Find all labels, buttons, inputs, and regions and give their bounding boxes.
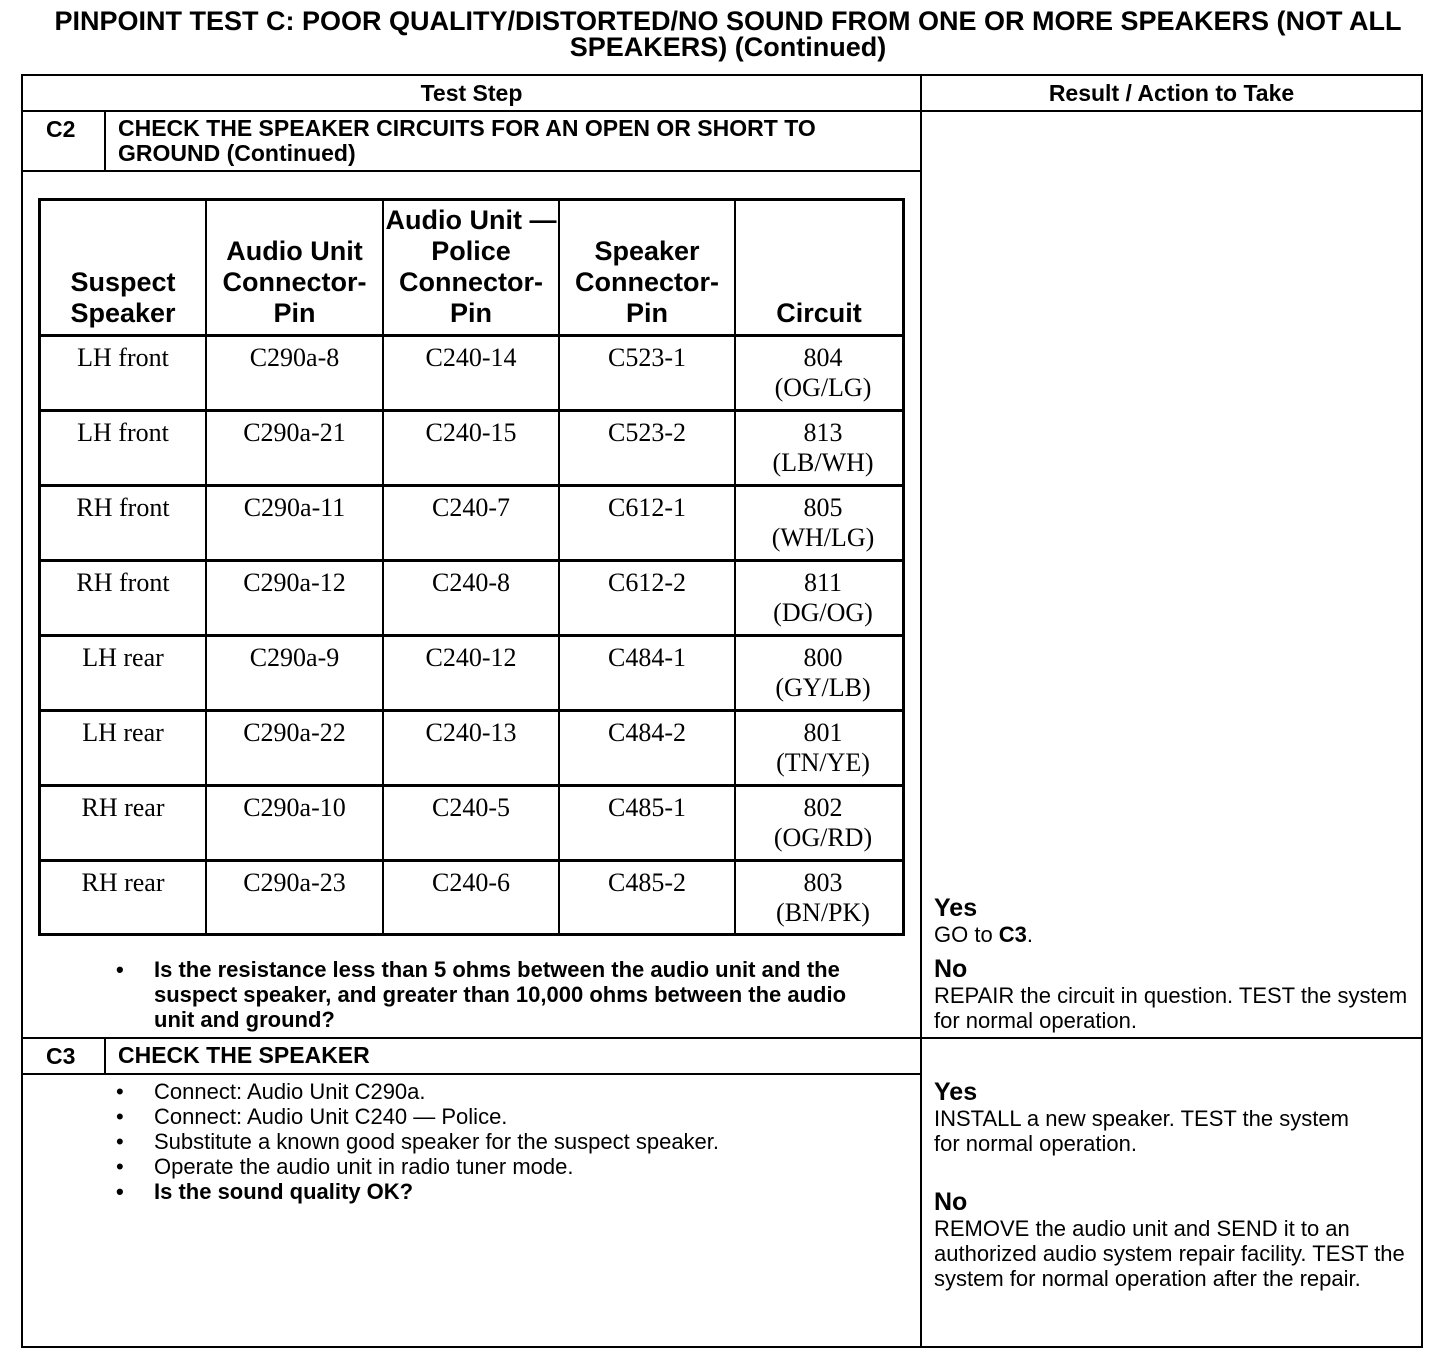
column-header-suspect-speaker: Suspect Speaker bbox=[70, 267, 176, 328]
table-cell: C290a-8 bbox=[249, 343, 340, 372]
table-row-divider bbox=[38, 784, 905, 787]
table-cell: C290a-9 bbox=[249, 643, 340, 672]
table-cell: LH rear bbox=[82, 643, 164, 672]
c3-no-text: REMOVE the audio unit and SEND it to an authorized audio system repair facility. TEST the system for normal operation after the repair. bbox=[934, 1216, 1405, 1291]
c2-id-divider bbox=[104, 110, 106, 172]
table-cell: 800 (GY/LB) bbox=[775, 643, 871, 702]
c3-bullet bbox=[116, 1104, 894, 1129]
table-cell: C484-1 bbox=[608, 643, 686, 672]
table-row-divider bbox=[38, 409, 905, 412]
c2-result-yes bbox=[934, 894, 1414, 947]
table-cell: C240-7 bbox=[432, 493, 510, 522]
table-cell: 805 (WH/LG) bbox=[771, 493, 875, 552]
table-cell: C484-2 bbox=[608, 718, 686, 747]
c3-bullet-text: Connect: Audio Unit C240 — Police. bbox=[154, 1104, 508, 1129]
table-cell: C290a-23 bbox=[243, 868, 346, 897]
c3-bullet bbox=[116, 1129, 894, 1154]
outer-border-left bbox=[21, 74, 23, 1348]
table-cell: C240-5 bbox=[432, 793, 510, 822]
outer-border-right bbox=[1421, 74, 1423, 1348]
table-cell: LH rear bbox=[82, 718, 164, 747]
bullet-icon: • bbox=[116, 957, 124, 982]
table-cell: C240-6 bbox=[432, 868, 510, 897]
bullet-icon: • bbox=[116, 1104, 124, 1129]
c3-bullet-text: Operate the audio unit in radio tuner mode. bbox=[154, 1154, 574, 1179]
c3-bullet bbox=[116, 1154, 894, 1179]
c2-title-underline bbox=[21, 170, 922, 172]
bullet-icon: • bbox=[116, 1079, 124, 1104]
column-header-speaker-pin: Speaker Connector-Pin bbox=[575, 236, 719, 328]
table-cell: 804 (OG/LG) bbox=[774, 343, 872, 402]
table-cell: RH front bbox=[76, 568, 170, 597]
c3-title-underline bbox=[21, 1073, 922, 1075]
table-cell: C523-2 bbox=[608, 418, 686, 447]
table-cell: RH rear bbox=[81, 868, 165, 897]
c2-question bbox=[116, 957, 884, 1032]
table-cell: 803 (BN/PK) bbox=[776, 868, 870, 927]
table-cell: 813 (LB/WH) bbox=[772, 418, 874, 477]
c2-result-no bbox=[934, 955, 1410, 1033]
table-border-bottom bbox=[38, 933, 905, 936]
header-result: Result / Action to Take bbox=[1048, 80, 1295, 106]
table-cell: C290a-12 bbox=[243, 568, 346, 597]
outer-border-bottom bbox=[21, 1346, 1423, 1348]
table-cell: 801 (TN/YE) bbox=[776, 718, 870, 777]
c3-bullet-text: Substitute a known good speaker for the suspect speaker. bbox=[154, 1129, 720, 1154]
c2-no-text: REPAIR the circuit in question. TEST the system for normal operation. bbox=[934, 983, 1408, 1033]
bullet-icon: • bbox=[116, 1129, 124, 1154]
bullet-icon: • bbox=[116, 1179, 124, 1204]
outer-border-top bbox=[21, 74, 1423, 76]
table-header-divider bbox=[38, 334, 905, 337]
table-border-right bbox=[902, 198, 905, 936]
c2-yes-label: Yes bbox=[934, 894, 978, 922]
page-title: PINPOINT TEST C: POOR QUALITY/DISTORTED/NO SOUND FROM ONE OR MORE SPEAKERS (NOT ALL SPEAKERS) (Continued) bbox=[54, 6, 1402, 62]
table-cell: C290a-10 bbox=[243, 793, 346, 822]
table-cell: RH front bbox=[76, 493, 170, 522]
c2-question-text: Is the resistance less than 5 ohms between the audio unit and the suspect speaker, and greater than 10,000 ohms between the audio unit and ground? bbox=[154, 957, 847, 1032]
table-cell: RH rear bbox=[81, 793, 165, 822]
c3-yes-label: Yes bbox=[934, 1078, 978, 1106]
c2-no-label: No bbox=[934, 955, 968, 983]
c3-result-no bbox=[934, 1188, 1410, 1291]
table-cell: C612-1 bbox=[608, 493, 686, 522]
c3-yes-text: INSTALL a new speaker. TEST the system for normal operation. bbox=[934, 1106, 1349, 1156]
c2-yes-text-pre: GO to bbox=[934, 922, 999, 947]
table-cell: C240-8 bbox=[432, 568, 510, 597]
table-cell: C290a-21 bbox=[243, 418, 346, 447]
table-cell: 811 (DG/OG) bbox=[773, 568, 873, 627]
c3-no-label: No bbox=[934, 1188, 968, 1216]
c2-yes-text-post: . bbox=[1026, 922, 1034, 947]
table-cell: C485-1 bbox=[608, 793, 686, 822]
c3-bullet-text: Is the sound quality OK? bbox=[154, 1179, 414, 1204]
table-row-divider bbox=[38, 484, 905, 487]
table-cell: C290a-22 bbox=[243, 718, 346, 747]
table-row-divider bbox=[38, 709, 905, 712]
c3-bullet-text: Connect: Audio Unit C290a. bbox=[154, 1079, 426, 1104]
c3-result-yes bbox=[934, 1078, 1364, 1156]
table-row-divider bbox=[38, 859, 905, 862]
table-cell: LH front bbox=[77, 418, 169, 447]
table-cell: C240-15 bbox=[425, 418, 517, 447]
bullet-icon: • bbox=[116, 1154, 124, 1179]
table-cell: LH front bbox=[77, 343, 169, 372]
table-row-divider bbox=[38, 559, 905, 562]
table-cell: C485-2 bbox=[608, 868, 686, 897]
table-cell: 802 (OG/RD) bbox=[773, 793, 873, 852]
c2-step-title: CHECK THE SPEAKER CIRCUITS FOR AN OPEN OR SHORT TO GROUND (Continued) bbox=[118, 115, 816, 166]
column-header-police-pin: Audio Unit — Police Connector-Pin bbox=[385, 205, 557, 328]
step-separator bbox=[21, 1037, 1423, 1039]
table-cell: C523-1 bbox=[608, 343, 686, 372]
c3-step-title: CHECK THE SPEAKER bbox=[118, 1042, 370, 1068]
table-cell: C240-13 bbox=[425, 718, 517, 747]
c2-yes-ref: C3 bbox=[998, 922, 1027, 947]
header-test-step: Test Step bbox=[420, 80, 523, 106]
table-cell: C612-2 bbox=[608, 568, 686, 597]
table-cell: C240-14 bbox=[425, 343, 517, 372]
column-header-circuit: Circuit bbox=[776, 298, 862, 328]
table-cell: C240-12 bbox=[425, 643, 517, 672]
column-divider bbox=[920, 74, 922, 1348]
c3-bullet bbox=[116, 1179, 894, 1204]
table-row-divider bbox=[38, 634, 905, 637]
column-header-audio-unit-pin: Audio Unit Connector-Pin bbox=[222, 236, 367, 328]
c3-step-id: C3 bbox=[46, 1043, 76, 1069]
c2-step-id: C2 bbox=[46, 116, 76, 142]
header-divider bbox=[21, 110, 1423, 112]
c3-bullet bbox=[116, 1079, 894, 1104]
table-cell: C290a-11 bbox=[243, 493, 346, 522]
c3-id-divider bbox=[104, 1037, 106, 1075]
